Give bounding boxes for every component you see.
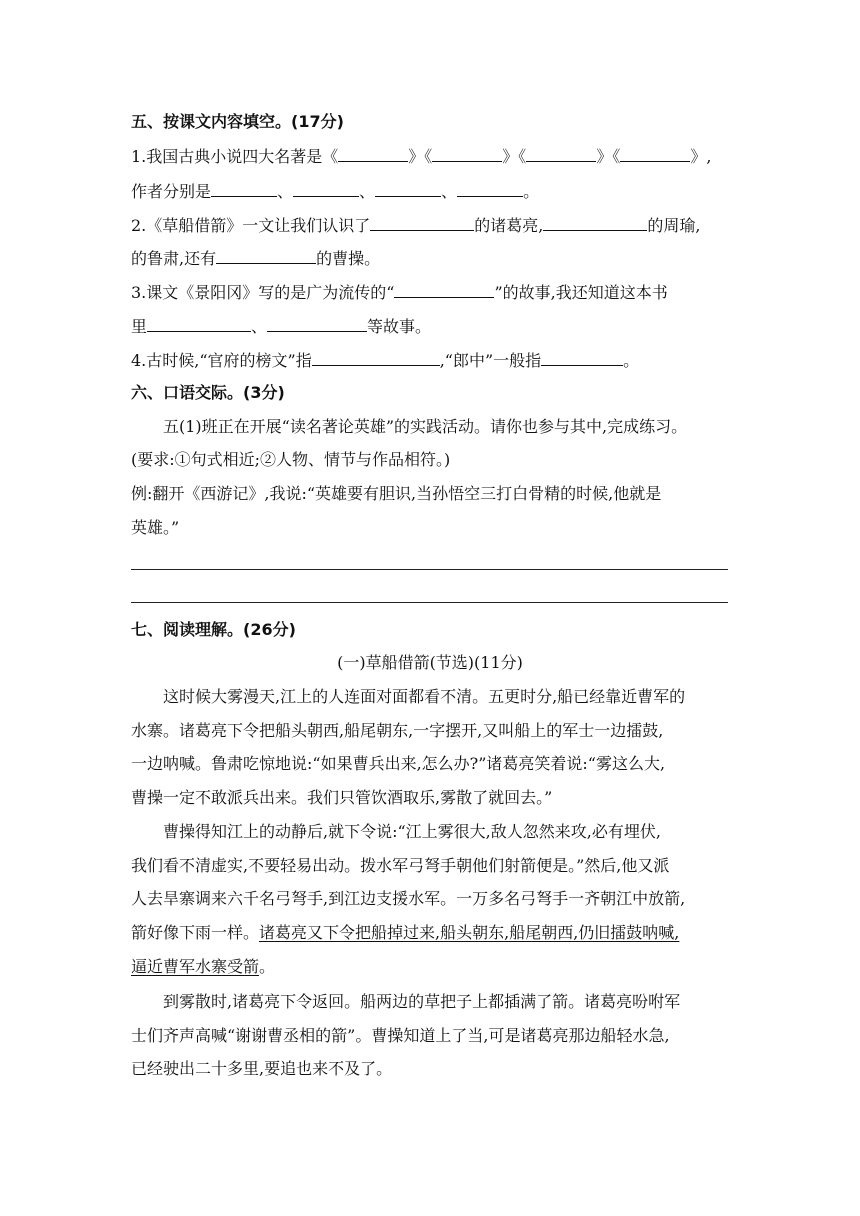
q4-mid: ,“郎中”一般指 [439, 351, 542, 370]
underlined-sentence-part-2: 逼近曹军水寨受箭 [131, 957, 260, 976]
q3-blank-2[interactable] [147, 315, 251, 332]
para2-line-2: 我们看不清虚实,不要轻易出动。拨水军弓弩手朝他们射箭便是。”然后,他又派 [131, 856, 670, 875]
q2-blank-1[interactable] [370, 214, 474, 231]
para1-line-4: 曹操一定不敢派兵出来。我们只管饮酒取乐,雾散了就回去。” [131, 788, 553, 807]
answer-line-1[interactable] [131, 569, 728, 570]
para2-line-3: 人去旱寨调来六千名弓弩手,到江边支援水军。一万多名弓弩手一齐朝江中放箭, [131, 889, 686, 908]
q1-line-1 [131, 145, 711, 168]
q2-line2-prefix: 的鲁肃,还有 [131, 249, 217, 268]
q1-suffix: 》, [690, 147, 712, 166]
passage-title: (一)草船借箭(节选)(11分) [337, 653, 523, 672]
q2-line-1 [131, 214, 700, 237]
q3-comma: 、 [251, 317, 268, 336]
q1-comma-3: 、 [441, 182, 458, 201]
section-5-heading: 五、按课文内容填空。(17分) [131, 112, 344, 131]
q1-end: 。 [523, 182, 540, 201]
q1-author-blank-3[interactable] [375, 180, 441, 197]
para3-line-2: 士们齐声高喊“谢谢曹丞相的箭”。曹操知道上了当,可是诸葛亮那边船轻水急, [131, 1026, 670, 1045]
section-6-requirements: (要求:①句式相近;②人物、情节与作品相符。) [131, 450, 451, 469]
q4-prefix: 4.古时候,“官府的榜文”指 [131, 351, 312, 370]
answer-line-2[interactable] [131, 602, 728, 603]
q2-mid-2: 的周瑜, [647, 216, 701, 235]
para2-line-5 [131, 956, 275, 978]
q2-line-2 [131, 247, 380, 270]
q3-mid: ”的故事,我还知道这本书 [494, 283, 668, 302]
q1-line-2 [131, 180, 539, 203]
q3-prefix: 3.课文《景阳冈》写的是广为流传的“ [131, 283, 395, 302]
section-6-heading: 六、口语交际。(3分) [131, 383, 285, 402]
q1-prefix: 1.我国古典小说四大名著是《 [131, 147, 339, 166]
section-6-example-1: 例:翻开《西游记》,我说:“英雄要有胆识,当孙悟空三打白骨精的时候,他就是 [131, 484, 662, 503]
q1-blank-4[interactable] [620, 145, 690, 162]
q1-comma-2: 、 [359, 182, 376, 201]
q2-blank-3[interactable] [216, 247, 316, 264]
q1-author-blank-2[interactable] [293, 180, 359, 197]
para2-line-1: 曹操得知江上的动静后,就下令说:“江上雾很大,敌人忽然来攻,必有埋伏, [163, 822, 661, 841]
q1-comma-1: 、 [277, 182, 294, 201]
para1-line-2: 水寨。诸葛亮下令把船头朝西,船尾朝东,一字摆开,又叫船上的军士一边擂鼓, [131, 721, 664, 740]
q4-blank-2[interactable] [541, 349, 623, 366]
q1-sep-2: 》《 [502, 147, 527, 166]
q3-blank-3[interactable] [267, 315, 367, 332]
q1-sep-1: 》《 [408, 147, 433, 166]
para2-line-4 [131, 922, 679, 944]
q3-line2-prefix: 里 [131, 317, 148, 336]
q3-line-1 [131, 281, 668, 304]
para2-line-5-end: 。 [259, 957, 276, 976]
q1-sep-3: 》《 [596, 147, 621, 166]
section-6-intro: 五(1)班正在开展“读名著论英雄”的实践活动。请你也参与其中,完成练习。 [163, 417, 688, 436]
q3-line-2 [131, 315, 431, 338]
underlined-sentence-part-1: 诸葛亮又下令把船掉过来,船头朝东,船尾朝西,仍旧擂鼓呐喊, [259, 923, 680, 942]
q1-blank-3[interactable] [526, 145, 596, 162]
q1-author-blank-4[interactable] [457, 180, 523, 197]
q3-end: 等故事。 [367, 317, 432, 336]
section-7-heading: 七、阅读理解。(26分) [131, 620, 296, 639]
para3-line-3: 已经驶出二十多里,要追也来不及了。 [131, 1059, 393, 1078]
q2-end: 的曹操。 [316, 249, 381, 268]
para1-line-1: 这时候大雾漫天,江上的人连面对面都看不清。五更时分,船已经靠近曹军的 [163, 687, 686, 706]
q3-blank-1[interactable] [394, 281, 494, 298]
para2-line-4-plain: 箭好像下雨一样。 [131, 923, 260, 942]
para1-line-3: 一边呐喊。鲁肃吃惊地说:“如果曹兵出来,怎么办?”诸葛亮笑着说:“雾这么大, [131, 754, 666, 773]
q4-blank-1[interactable] [312, 349, 440, 366]
q2-prefix: 2.《草船借箭》一文让我们认识了 [131, 216, 371, 235]
q4-line [131, 349, 639, 372]
q4-end: 。 [623, 351, 640, 370]
q2-mid-1: 的诸葛亮, [474, 216, 544, 235]
q1-blank-2[interactable] [432, 145, 502, 162]
q1-blank-1[interactable] [338, 145, 408, 162]
section-6-example-2: 英雄。” [131, 518, 180, 537]
q2-blank-2[interactable] [543, 214, 647, 231]
q1-line2-prefix: 作者分别是 [131, 182, 212, 201]
q1-author-blank-1[interactable] [211, 180, 277, 197]
para3-line-1: 到雾散时,诸葛亮下令返回。船两边的草把子上都插满了箭。诸葛亮吩咐军 [163, 992, 681, 1011]
